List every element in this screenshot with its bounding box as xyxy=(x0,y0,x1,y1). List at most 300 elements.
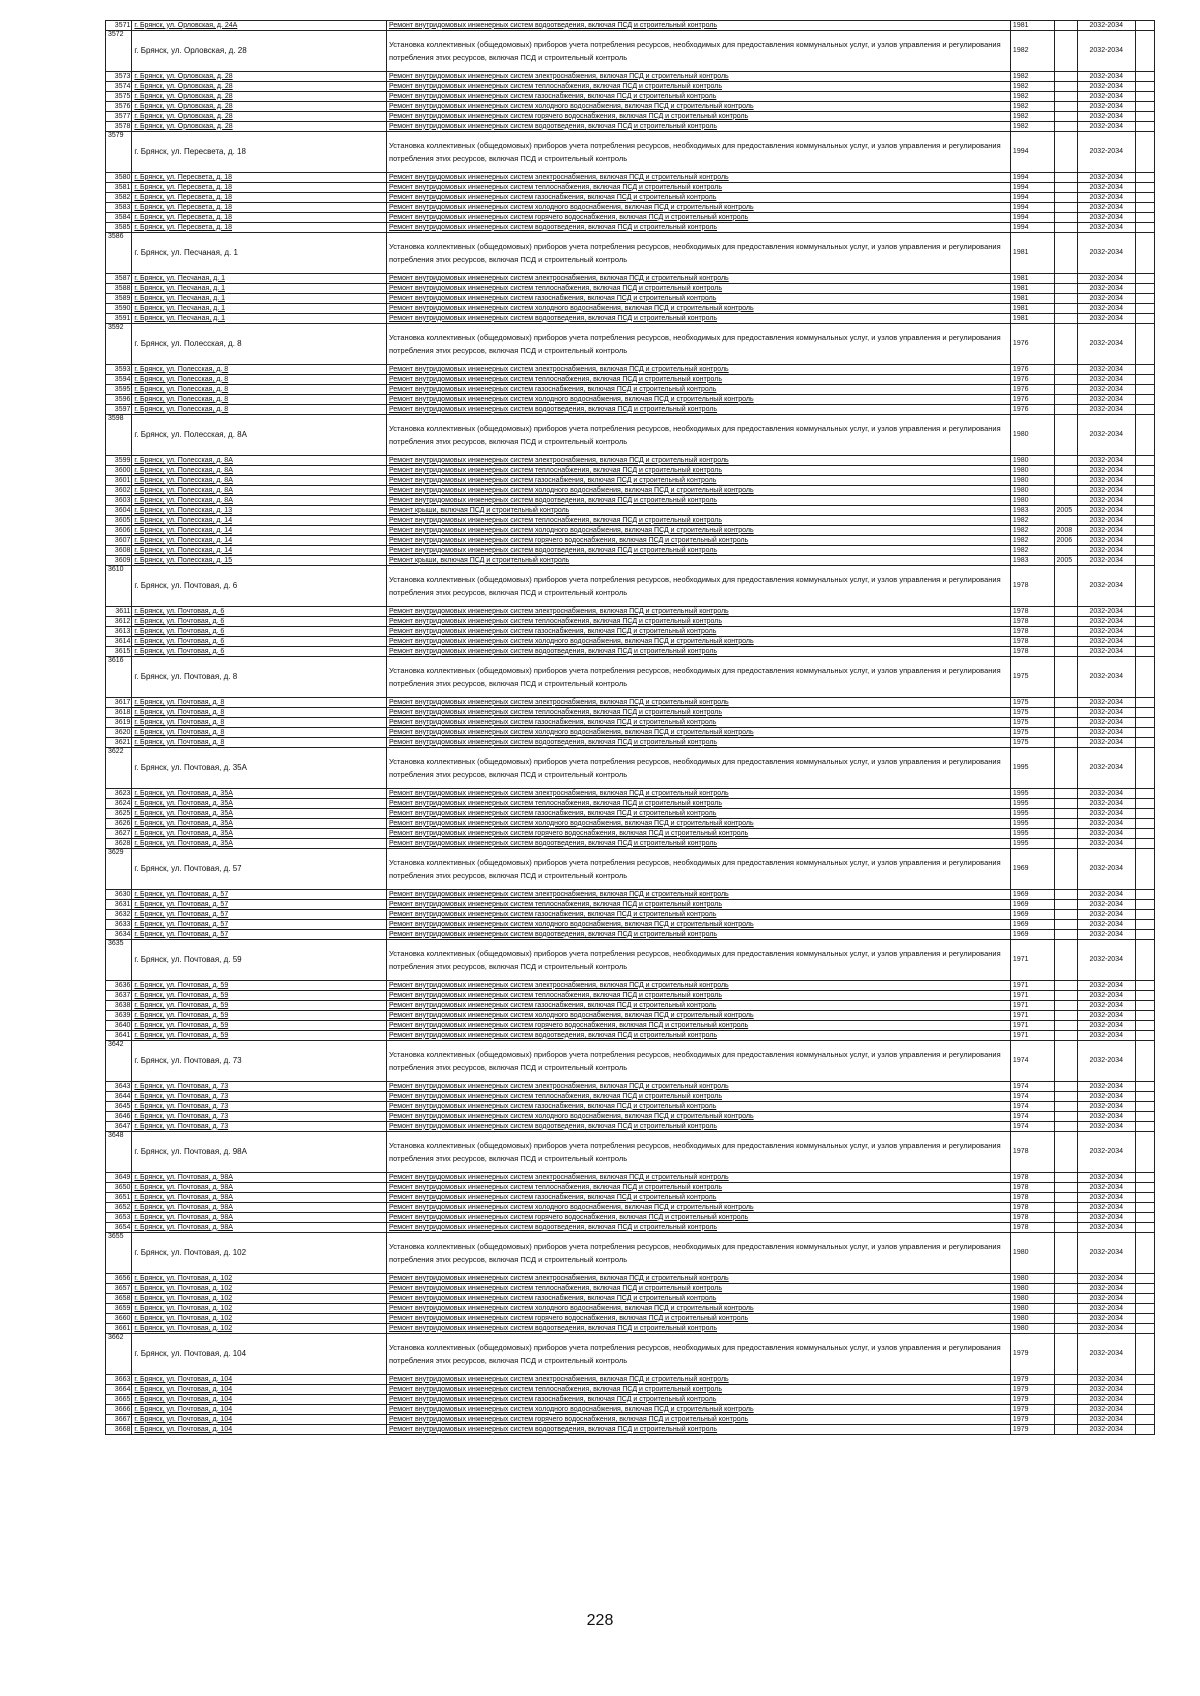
row-planned-period: 2032-2034 xyxy=(1077,415,1135,456)
row-build-year: 1975 xyxy=(1010,728,1054,738)
row-empty-cell xyxy=(1135,617,1154,627)
table-row xyxy=(106,223,1155,233)
table-row xyxy=(106,829,1155,839)
table-row xyxy=(106,405,1155,415)
table-row xyxy=(106,607,1155,617)
row-work-description: Установка коллективных (общедомовых) приборов учета потребления ресурсов, необходимых для предоставления коммунальных услуг, и узлов управления и регулирования потребления этих ресурсов, включая ПСД и строительный контроль xyxy=(387,132,1011,173)
row-planned-period: 2032-2034 xyxy=(1077,890,1135,900)
row-work-description: Ремонт внутридомовых инженерных систем горячего водоснабжения, включая ПСД и строительный контроль xyxy=(387,1314,1011,1324)
row-empty-cell xyxy=(1135,1112,1154,1122)
table-row xyxy=(106,1041,1155,1082)
row-last-repair-year xyxy=(1054,1274,1077,1284)
row-empty-cell xyxy=(1135,1203,1154,1213)
row-last-repair-year xyxy=(1054,72,1077,82)
row-empty-cell xyxy=(1135,627,1154,637)
row-empty-cell xyxy=(1135,1284,1154,1294)
row-build-year: 1971 xyxy=(1010,940,1054,981)
row-work-description: Ремонт внутридомовых инженерных систем теплоснабжения, включая ПСД и строительный контроль xyxy=(387,991,1011,1001)
row-build-year: 1978 xyxy=(1010,1132,1054,1173)
row-build-year: 1981 xyxy=(1010,304,1054,314)
row-planned-period: 2032-2034 xyxy=(1077,1415,1135,1425)
table-row xyxy=(106,991,1155,1001)
row-empty-cell xyxy=(1135,466,1154,476)
row-number: 3644 xyxy=(106,1092,132,1102)
row-number: 3666 xyxy=(106,1405,132,1415)
table-row xyxy=(106,72,1155,82)
row-address: г. Брянск, ул. Почтовая, д. 6 xyxy=(132,566,387,607)
row-build-year: 1978 xyxy=(1010,617,1054,627)
row-work-description: Ремонт внутридомовых инженерных систем теплоснабжения, включая ПСД и строительный контроль xyxy=(387,466,1011,476)
row-planned-period: 2032-2034 xyxy=(1077,1102,1135,1112)
works-table-body xyxy=(106,21,1155,1435)
row-build-year: 1994 xyxy=(1010,173,1054,183)
row-number: 3663 xyxy=(106,1375,132,1385)
row-empty-cell xyxy=(1135,809,1154,819)
row-build-year: 1982 xyxy=(1010,526,1054,536)
row-planned-period: 2032-2034 xyxy=(1077,1183,1135,1193)
row-work-description: Ремонт внутридомовых инженерных систем электроснабжения, включая ПСД и строительный контроль xyxy=(387,1274,1011,1284)
row-address: г. Брянск, ул. Почтовая, д. 57 xyxy=(132,930,387,940)
row-planned-period: 2032-2034 xyxy=(1077,728,1135,738)
table-row xyxy=(106,647,1155,657)
row-work-description: Ремонт внутридомовых инженерных систем холодного водоснабжения, включая ПСД и строительный контроль xyxy=(387,486,1011,496)
row-number: 3642 xyxy=(106,1041,132,1082)
table-row xyxy=(106,1031,1155,1041)
row-work-description: Ремонт внутридомовых инженерных систем холодного водоснабжения, включая ПСД и строительный контроль xyxy=(387,203,1011,213)
row-work-description: Ремонт внутридомовых инженерных систем водоотведения, включая ПСД и строительный контроль xyxy=(387,839,1011,849)
row-empty-cell xyxy=(1135,173,1154,183)
row-last-repair-year xyxy=(1054,566,1077,607)
row-planned-period: 2032-2034 xyxy=(1077,1395,1135,1405)
row-work-description: Ремонт внутридомовых инженерных систем теплоснабжения, включая ПСД и строительный контроль xyxy=(387,1284,1011,1294)
table-row xyxy=(106,1324,1155,1334)
row-last-repair-year xyxy=(1054,193,1077,203)
row-address: г. Брянск, ул. Почтовая, д. 98А xyxy=(132,1183,387,1193)
row-last-repair-year xyxy=(1054,203,1077,213)
table-row xyxy=(106,617,1155,627)
row-address: г. Брянск, ул. Орловская, д. 28 xyxy=(132,31,387,72)
row-number: 3591 xyxy=(106,314,132,324)
row-last-repair-year xyxy=(1054,698,1077,708)
row-build-year: 1971 xyxy=(1010,981,1054,991)
row-build-year: 1994 xyxy=(1010,193,1054,203)
row-work-description: Ремонт внутридомовых инженерных систем водоотведения, включая ПСД и строительный контроль xyxy=(387,930,1011,940)
row-address: г. Брянск, ул. Почтовая, д. 57 xyxy=(132,920,387,930)
row-last-repair-year xyxy=(1054,829,1077,839)
row-address: г. Брянск, ул. Почтовая, д. 35А xyxy=(132,839,387,849)
row-planned-period: 2032-2034 xyxy=(1077,849,1135,890)
row-empty-cell xyxy=(1135,940,1154,981)
row-planned-period: 2032-2034 xyxy=(1077,294,1135,304)
row-work-description: Ремонт внутридомовых инженерных систем водоотведения, включая ПСД и строительный контроль xyxy=(387,1223,1011,1233)
table-row xyxy=(106,546,1155,556)
row-number: 3667 xyxy=(106,1415,132,1425)
row-build-year: 1980 xyxy=(1010,466,1054,476)
table-row xyxy=(106,1405,1155,1415)
row-work-description: Ремонт внутридомовых инженерных систем газоснабжения, включая ПСД и строительный контроль xyxy=(387,385,1011,395)
row-last-repair-year xyxy=(1054,1193,1077,1203)
row-build-year: 1980 xyxy=(1010,1304,1054,1314)
row-last-repair-year xyxy=(1054,1001,1077,1011)
row-build-year: 1969 xyxy=(1010,849,1054,890)
table-row xyxy=(106,799,1155,809)
row-last-repair-year xyxy=(1054,1284,1077,1294)
row-last-repair-year xyxy=(1054,233,1077,274)
row-work-description: Ремонт внутридомовых инженерных систем водоотведения, включая ПСД и строительный контроль xyxy=(387,496,1011,506)
row-empty-cell xyxy=(1135,365,1154,375)
table-row xyxy=(106,556,1155,566)
table-row xyxy=(106,102,1155,112)
row-number: 3585 xyxy=(106,223,132,233)
row-empty-cell xyxy=(1135,476,1154,486)
row-empty-cell xyxy=(1135,274,1154,284)
row-number: 3592 xyxy=(106,324,132,365)
row-number: 3600 xyxy=(106,466,132,476)
row-planned-period: 2032-2034 xyxy=(1077,385,1135,395)
row-last-repair-year xyxy=(1054,132,1077,173)
row-planned-period: 2032-2034 xyxy=(1077,657,1135,698)
row-number: 3643 xyxy=(106,1082,132,1092)
row-work-description: Ремонт внутридомовых инженерных систем газоснабжения, включая ПСД и строительный контроль xyxy=(387,718,1011,728)
row-last-repair-year xyxy=(1054,1304,1077,1314)
table-row xyxy=(106,1082,1155,1092)
row-build-year: 1980 xyxy=(1010,1324,1054,1334)
row-address: г. Брянск, ул. Орловская, д. 28 xyxy=(132,72,387,82)
row-number: 3654 xyxy=(106,1223,132,1233)
row-last-repair-year xyxy=(1054,839,1077,849)
row-work-description: Ремонт внутридомовых инженерных систем электроснабжения, включая ПСД и строительный контроль xyxy=(387,274,1011,284)
row-address: г. Брянск, ул. Почтовая, д. 104 xyxy=(132,1375,387,1385)
row-build-year: 1995 xyxy=(1010,789,1054,799)
row-planned-period: 2032-2034 xyxy=(1077,233,1135,274)
row-address: г. Брянск, ул. Пересвета, д. 18 xyxy=(132,193,387,203)
row-number: 3616 xyxy=(106,657,132,698)
row-build-year: 1976 xyxy=(1010,385,1054,395)
row-address: г. Брянск, ул. Почтовая, д. 98А xyxy=(132,1223,387,1233)
row-address: г. Брянск, ул. Песчаная, д. 1 xyxy=(132,314,387,324)
row-planned-period: 2032-2034 xyxy=(1077,405,1135,415)
row-empty-cell xyxy=(1135,910,1154,920)
row-address: г. Брянск, ул. Полесская, д. 14 xyxy=(132,536,387,546)
row-planned-period: 2032-2034 xyxy=(1077,526,1135,536)
row-last-repair-year xyxy=(1054,476,1077,486)
row-planned-period: 2032-2034 xyxy=(1077,789,1135,799)
row-empty-cell xyxy=(1135,789,1154,799)
table-row xyxy=(106,728,1155,738)
row-last-repair-year xyxy=(1054,940,1077,981)
row-build-year: 1975 xyxy=(1010,718,1054,728)
row-address: г. Брянск, ул. Почтовая, д. 104 xyxy=(132,1405,387,1415)
row-work-description: Ремонт внутридомовых инженерных систем холодного водоснабжения, включая ПСД и строительный контроль xyxy=(387,102,1011,112)
row-last-repair-year xyxy=(1054,405,1077,415)
row-build-year: 1975 xyxy=(1010,657,1054,698)
row-build-year: 1981 xyxy=(1010,314,1054,324)
row-last-repair-year xyxy=(1054,1092,1077,1102)
row-empty-cell xyxy=(1135,122,1154,132)
table-row xyxy=(106,698,1155,708)
row-work-description: Ремонт внутридомовых инженерных систем горячего водоснабжения, включая ПСД и строительный контроль xyxy=(387,1021,1011,1031)
row-build-year: 1976 xyxy=(1010,324,1054,365)
row-number: 3624 xyxy=(106,799,132,809)
row-last-repair-year xyxy=(1054,122,1077,132)
row-work-description: Ремонт внутридомовых инженерных систем водоотведения, включая ПСД и строительный контроль xyxy=(387,1122,1011,1132)
row-planned-period: 2032-2034 xyxy=(1077,72,1135,82)
row-address: г. Брянск, ул. Почтовая, д. 35А xyxy=(132,789,387,799)
row-empty-cell xyxy=(1135,132,1154,173)
table-row xyxy=(106,395,1155,405)
row-number: 3595 xyxy=(106,385,132,395)
row-build-year: 1982 xyxy=(1010,112,1054,122)
row-address: г. Брянск, ул. Почтовая, д. 57 xyxy=(132,890,387,900)
row-empty-cell xyxy=(1135,1021,1154,1031)
table-row xyxy=(106,324,1155,365)
table-row xyxy=(106,526,1155,536)
row-empty-cell xyxy=(1135,516,1154,526)
row-address: г. Брянск, ул. Почтовая, д. 35А xyxy=(132,748,387,789)
row-number: 3646 xyxy=(106,1112,132,1122)
row-address: г. Брянск, ул. Почтовая, д. 98А xyxy=(132,1173,387,1183)
row-last-repair-year xyxy=(1054,415,1077,456)
row-planned-period: 2032-2034 xyxy=(1077,738,1135,748)
row-address: г. Брянск, ул. Полесская, д. 14 xyxy=(132,516,387,526)
row-last-repair-year xyxy=(1054,1213,1077,1223)
row-last-repair-year xyxy=(1054,657,1077,698)
row-address: г. Брянск, ул. Почтовая, д. 73 xyxy=(132,1082,387,1092)
row-planned-period: 2032-2034 xyxy=(1077,516,1135,526)
row-address: г. Брянск, ул. Почтовая, д. 6 xyxy=(132,617,387,627)
row-empty-cell xyxy=(1135,1304,1154,1314)
row-planned-period: 2032-2034 xyxy=(1077,1274,1135,1284)
row-last-repair-year xyxy=(1054,849,1077,890)
row-build-year: 1995 xyxy=(1010,819,1054,829)
row-last-repair-year xyxy=(1054,981,1077,991)
row-planned-period: 2032-2034 xyxy=(1077,627,1135,637)
row-empty-cell xyxy=(1135,102,1154,112)
row-number: 3612 xyxy=(106,617,132,627)
row-number: 3607 xyxy=(106,536,132,546)
row-build-year: 1983 xyxy=(1010,506,1054,516)
table-row xyxy=(106,1011,1155,1021)
row-number: 3618 xyxy=(106,708,132,718)
row-work-description: Установка коллективных (общедомовых) приборов учета потребления ресурсов, необходимых для предоставления коммунальных услуг, и узлов управления и регулирования потребления этих ресурсов, включая ПСД и строительный контроль xyxy=(387,566,1011,607)
row-address: г. Брянск, ул. Почтовая, д. 59 xyxy=(132,1011,387,1021)
row-build-year: 1974 xyxy=(1010,1092,1054,1102)
row-number: 3597 xyxy=(106,405,132,415)
row-empty-cell xyxy=(1135,829,1154,839)
row-number: 3586 xyxy=(106,233,132,274)
row-address: г. Брянск, ул. Песчаная, д. 1 xyxy=(132,284,387,294)
row-empty-cell xyxy=(1135,698,1154,708)
row-address: г. Брянск, ул. Пересвета, д. 18 xyxy=(132,213,387,223)
row-last-repair-year xyxy=(1054,173,1077,183)
row-build-year: 1995 xyxy=(1010,809,1054,819)
row-build-year: 1971 xyxy=(1010,1021,1054,1031)
row-last-repair-year xyxy=(1054,324,1077,365)
row-number: 3625 xyxy=(106,809,132,819)
table-row xyxy=(106,233,1155,274)
table-row xyxy=(106,940,1155,981)
row-work-description: Ремонт крыши, включая ПСД и строительный контроль xyxy=(387,506,1011,516)
row-build-year: 1981 xyxy=(1010,21,1054,31)
row-last-repair-year xyxy=(1054,819,1077,829)
row-work-description: Ремонт внутридомовых инженерных систем теплоснабжения, включая ПСД и строительный контроль xyxy=(387,1385,1011,1395)
row-planned-period: 2032-2034 xyxy=(1077,1092,1135,1102)
table-row xyxy=(106,890,1155,900)
row-last-repair-year xyxy=(1054,890,1077,900)
row-work-description: Установка коллективных (общедомовых) приборов учета потребления ресурсов, необходимых для предоставления коммунальных услуг, и узлов управления и регулирования потребления этих ресурсов, включая ПСД и строительный контроль xyxy=(387,31,1011,72)
row-planned-period: 2032-2034 xyxy=(1077,1193,1135,1203)
row-number: 3665 xyxy=(106,1395,132,1405)
page-number: 228 xyxy=(586,1612,614,1629)
row-empty-cell xyxy=(1135,607,1154,617)
table-row xyxy=(106,738,1155,748)
row-last-repair-year xyxy=(1054,314,1077,324)
row-empty-cell xyxy=(1135,738,1154,748)
row-work-description: Установка коллективных (общедомовых) приборов учета потребления ресурсов, необходимых для предоставления коммунальных услуг, и узлов управления и регулирования потребления этих ресурсов, включая ПСД и строительный контроль xyxy=(387,1233,1011,1274)
row-number: 3648 xyxy=(106,1132,132,1173)
row-build-year: 1974 xyxy=(1010,1112,1054,1122)
row-planned-period: 2032-2034 xyxy=(1077,1223,1135,1233)
row-number: 3608 xyxy=(106,546,132,556)
row-last-repair-year: 2005 xyxy=(1054,556,1077,566)
table-row xyxy=(106,1375,1155,1385)
row-work-description: Ремонт внутридомовых инженерных систем водоотведения, включая ПСД и строительный контроль xyxy=(387,1324,1011,1334)
row-build-year: 1982 xyxy=(1010,122,1054,132)
row-build-year: 1971 xyxy=(1010,1001,1054,1011)
row-build-year: 1995 xyxy=(1010,748,1054,789)
row-planned-period: 2032-2034 xyxy=(1077,82,1135,92)
row-planned-period: 2032-2034 xyxy=(1077,1314,1135,1324)
row-planned-period: 2032-2034 xyxy=(1077,92,1135,102)
row-empty-cell xyxy=(1135,193,1154,203)
row-build-year: 1982 xyxy=(1010,536,1054,546)
row-address: г. Брянск, ул. Почтовая, д. 59 xyxy=(132,940,387,981)
row-work-description: Ремонт внутридомовых инженерных систем холодного водоснабжения, включая ПСД и строительный контроль xyxy=(387,1405,1011,1415)
row-work-description: Ремонт внутридомовых инженерных систем теплоснабжения, включая ПСД и строительный контроль xyxy=(387,183,1011,193)
row-planned-period: 2032-2034 xyxy=(1077,617,1135,627)
row-work-description: Ремонт внутридомовых инженерных систем водоотведения, включая ПСД и строительный контроль xyxy=(387,1425,1011,1435)
row-work-description: Ремонт внутридомовых инженерных систем холодного водоснабжения, включая ПСД и строительный контроль xyxy=(387,637,1011,647)
row-empty-cell xyxy=(1135,1122,1154,1132)
row-address: г. Брянск, ул. Почтовая, д. 98А xyxy=(132,1213,387,1223)
row-planned-period: 2032-2034 xyxy=(1077,708,1135,718)
row-last-repair-year xyxy=(1054,102,1077,112)
row-planned-period: 2032-2034 xyxy=(1077,819,1135,829)
row-work-description: Ремонт внутридомовых инженерных систем холодного водоснабжения, включая ПСД и строительный контроль xyxy=(387,920,1011,930)
table-row xyxy=(106,213,1155,223)
row-address: г. Брянск, ул. Почтовая, д. 98А xyxy=(132,1193,387,1203)
row-work-description: Ремонт внутридомовых инженерных систем газоснабжения, включая ПСД и строительный контроль xyxy=(387,910,1011,920)
row-build-year: 1982 xyxy=(1010,92,1054,102)
row-planned-period: 2032-2034 xyxy=(1077,324,1135,365)
table-row xyxy=(106,1415,1155,1425)
row-work-description: Установка коллективных (общедомовых) приборов учета потребления ресурсов, необходимых для предоставления коммунальных услуг, и узлов управления и регулирования потребления этих ресурсов, включая ПСД и строительный контроль xyxy=(387,233,1011,274)
row-number: 3602 xyxy=(106,486,132,496)
row-empty-cell xyxy=(1135,1324,1154,1334)
row-work-description: Установка коллективных (общедомовых) приборов учета потребления ресурсов, необходимых для предоставления коммунальных услуг, и узлов управления и регулирования потребления этих ресурсов, включая ПСД и строительный контроль xyxy=(387,415,1011,456)
row-address: г. Брянск, ул. Почтовая, д. 104 xyxy=(132,1395,387,1405)
table-row xyxy=(106,466,1155,476)
row-planned-period: 2032-2034 xyxy=(1077,476,1135,486)
table-row xyxy=(106,748,1155,789)
row-address: г. Брянск, ул. Почтовая, д. 8 xyxy=(132,657,387,698)
row-number: 3587 xyxy=(106,274,132,284)
row-last-repair-year xyxy=(1054,637,1077,647)
table-row xyxy=(106,1092,1155,1102)
row-number: 3668 xyxy=(106,1425,132,1435)
row-build-year: 1983 xyxy=(1010,556,1054,566)
row-address: г. Брянск, ул. Почтовая, д. 8 xyxy=(132,738,387,748)
row-number: 3660 xyxy=(106,1314,132,1324)
row-planned-period: 2032-2034 xyxy=(1077,920,1135,930)
row-number: 3577 xyxy=(106,112,132,122)
row-number: 3614 xyxy=(106,637,132,647)
row-last-repair-year xyxy=(1054,1425,1077,1435)
table-row xyxy=(106,1122,1155,1132)
row-planned-period: 2032-2034 xyxy=(1077,375,1135,385)
row-build-year: 1995 xyxy=(1010,839,1054,849)
row-work-description: Ремонт внутридомовых инженерных систем горячего водоснабжения, включая ПСД и строительный контроль xyxy=(387,1213,1011,1223)
row-address: г. Брянск, ул. Почтовая, д. 73 xyxy=(132,1122,387,1132)
row-address: г. Брянск, ул. Почтовая, д. 73 xyxy=(132,1112,387,1122)
row-last-repair-year xyxy=(1054,516,1077,526)
row-number: 3649 xyxy=(106,1173,132,1183)
table-row xyxy=(106,132,1155,173)
works-table-sheet xyxy=(105,20,1155,1435)
row-planned-period: 2032-2034 xyxy=(1077,1324,1135,1334)
row-number: 3582 xyxy=(106,193,132,203)
row-empty-cell xyxy=(1135,799,1154,809)
row-build-year: 1980 xyxy=(1010,486,1054,496)
row-build-year: 1969 xyxy=(1010,900,1054,910)
row-work-description: Ремонт внутридомовых инженерных систем водоотведения, включая ПСД и строительный контроль xyxy=(387,1031,1011,1041)
row-empty-cell xyxy=(1135,1314,1154,1324)
table-row xyxy=(106,849,1155,890)
row-address: г. Брянск, ул. Орловская, д. 24А xyxy=(132,21,387,31)
row-empty-cell xyxy=(1135,890,1154,900)
row-empty-cell xyxy=(1135,1041,1154,1082)
row-work-description: Ремонт внутридомовых инженерных систем теплоснабжения, включая ПСД и строительный контроль xyxy=(387,516,1011,526)
row-address: г. Брянск, ул. Полесская, д. 15 xyxy=(132,556,387,566)
row-number: 3583 xyxy=(106,203,132,213)
row-empty-cell xyxy=(1135,981,1154,991)
row-planned-period: 2032-2034 xyxy=(1077,839,1135,849)
row-planned-period: 2032-2034 xyxy=(1077,466,1135,476)
table-row xyxy=(106,173,1155,183)
row-number: 3617 xyxy=(106,698,132,708)
row-empty-cell xyxy=(1135,92,1154,102)
row-planned-period: 2032-2034 xyxy=(1077,1173,1135,1183)
row-planned-period: 2032-2034 xyxy=(1077,284,1135,294)
row-planned-period: 2032-2034 xyxy=(1077,1334,1135,1375)
table-row xyxy=(106,637,1155,647)
row-address: г. Брянск, ул. Почтовая, д. 57 xyxy=(132,900,387,910)
row-empty-cell xyxy=(1135,728,1154,738)
row-work-description: Ремонт внутридомовых инженерных систем горячего водоснабжения, включая ПСД и строительный контроль xyxy=(387,112,1011,122)
row-planned-period: 2032-2034 xyxy=(1077,1122,1135,1132)
row-number: 3634 xyxy=(106,930,132,940)
row-address: г. Брянск, ул. Песчаная, д. 1 xyxy=(132,294,387,304)
row-number: 3633 xyxy=(106,920,132,930)
row-build-year: 1981 xyxy=(1010,294,1054,304)
row-build-year: 1978 xyxy=(1010,1213,1054,1223)
row-work-description: Ремонт внутридомовых инженерных систем холодного водоснабжения, включая ПСД и строительный контроль xyxy=(387,728,1011,738)
row-planned-period: 2032-2034 xyxy=(1077,556,1135,566)
row-empty-cell xyxy=(1135,294,1154,304)
row-last-repair-year xyxy=(1054,1334,1077,1375)
row-last-repair-year xyxy=(1054,385,1077,395)
row-empty-cell xyxy=(1135,1425,1154,1435)
